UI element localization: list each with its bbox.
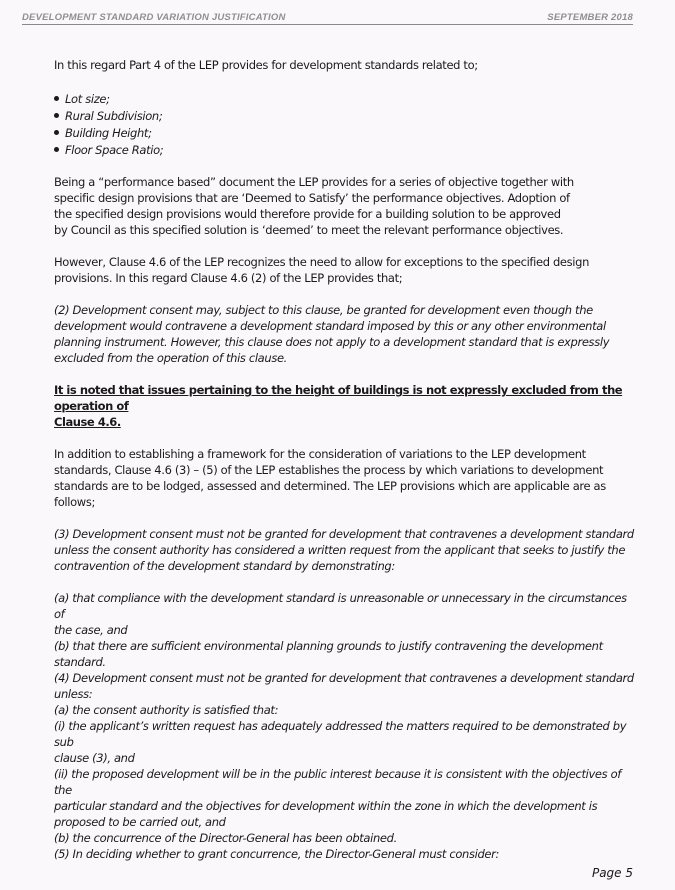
bullet-icon: [54, 130, 59, 135]
bullet-icon: [54, 96, 59, 101]
bullet-icon: [54, 113, 59, 118]
bullet-icon: [54, 147, 59, 152]
document-body: [54, 57, 636, 862]
process-paragraph: In addition to establishing a framework for the consideration of variations to the LEP development standards, Clause 4.6 (3) – (5) of the LEP establishes the process by which variations to development standards are to be lodged, assessed and determined. The LEP provisions which are applicable are as follows;: [54, 447, 606, 509]
list-item: Floor Space Ratio;: [54, 142, 636, 159]
list-item: Building Height;: [54, 125, 636, 142]
header-title: DEVELOPMENT STANDARD VARIATION JUSTIFICATION: [22, 12, 286, 23]
header-date: SEPTEMBER 2018: [547, 12, 633, 23]
clause-3-quote: (3) Development consent must not be granted for development that contravenes a development standard unless the consent authority has considered a written request from the applicant that seeks to justify the contravention of the development standard by demonstrating:: [54, 527, 634, 573]
clause-4-5-quote: (a) that compliance with the development standard is unreasonable or unnecessary in the circumstances of the case, and (b) that there are sufficient environmental planning grounds to justify contravening the development standard. (4) Development consent must not be granted for development that contravenes a development standard unless: (a) the consent authority is satisfied that: (i) the applicant’s written request has adequately addressed the matters required to be demonstrated by sub clause (3), and (ii) the proposed development will be in the public interest because it is consistent with the objectives of the particular standard and the objectives for development within the zone in which the development is proposed to be carried out, and (b) the concurrence of the Director-General has been obtained. (5) In deciding whether to grant concurrence, the Director-General must consider:: [54, 591, 634, 861]
list-item: Rural Subdivision;: [54, 108, 636, 125]
clause-2-quote: (2) Development consent may, subject to this clause, be granted for development even though the development would contravene a development standard imposed by this or any other environmental planning instrument. However, this clause does not apply to a development standard that is expressly excluded from the operation of this clause.: [54, 303, 610, 365]
height-note: It is noted that issues pertaining to the height of buildings is not expressly excluded from the operation of Clause 4.6.: [54, 383, 623, 429]
page-number: Page 5: [591, 866, 633, 880]
page-header: [22, 12, 633, 25]
standards-list: [54, 91, 636, 159]
performance-paragraph: Being a “performance based” document the LEP provides for a series of objective together with specific design provisions that are ‘Deemed to Satisfy’ the performance objectives. Adoption of the specified design provisions would therefore provide for a building solution to be approved by Council as this specified solution is ‘deemed’ to meet the relevant performance objectives.: [54, 175, 574, 237]
clause-paragraph: However, Clause 4.6 of the LEP recognizes the need to allow for exceptions to the specified design provisions. In this regard Clause 4.6 (2) of the LEP provides that;: [54, 255, 590, 285]
list-item: Lot size;: [54, 91, 636, 108]
intro-paragraph: In this regard Part 4 of the LEP provides for development standards related to;: [54, 58, 478, 72]
